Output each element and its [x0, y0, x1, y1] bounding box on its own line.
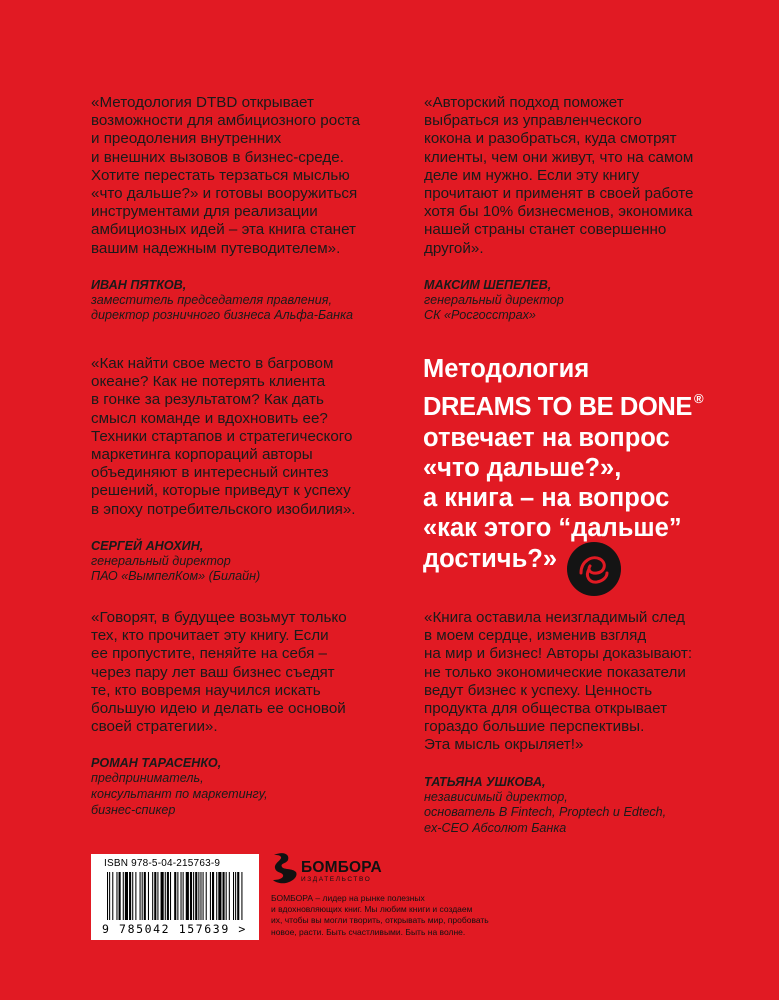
quote-author-role: предприниматель, консультант по маркетингу, бизнес-спикер — [91, 771, 268, 817]
headline-line: достичь?» — [423, 544, 558, 573]
barcode-bar — [148, 872, 149, 920]
barcode-bar — [183, 872, 184, 920]
barcode-bar — [125, 872, 128, 920]
headline-brand — [423, 384, 733, 422]
barcode-bar — [216, 872, 217, 920]
registered-mark: ® — [694, 391, 704, 407]
barcode-bar — [129, 872, 131, 920]
quote-author-role: генеральный директор ПАО «ВымпелКом» (Билайн) — [91, 553, 261, 584]
quote-author-role: независимый директор, основатель B Fintech, Proptech и Edtech, ex-CEO Абсолют Банка — [424, 789, 667, 835]
brand-name: DREAMS TO BE DONE — [423, 393, 693, 422]
barcode-bar — [241, 872, 242, 920]
headline-line: «что дальше?», — [423, 453, 622, 482]
barcode-bar — [195, 872, 197, 920]
quote-author: ИВАН ПЯТКОВ, — [91, 277, 187, 292]
publisher-subtitle: ИЗДАТЕЛЬСТВО — [301, 876, 372, 883]
barcode-bar — [237, 872, 239, 920]
quote-author-role: заместитель председателя правления, директор розничного бизнеса Альфа-Банка — [91, 292, 354, 323]
quote-text: «Говорят, в будущее возьмут только тех, кто прочитает эту книгу. Если ее пропустите, пеняйте на себя – через пару лет ваш бизнес съедят те, кто вовремя научился искать большую идею и делать ее основой своей стратегии». — [91, 609, 347, 736]
quote-maksim-shepelev — [424, 94, 724, 324]
quote-author: ТАТЬЯНА УШКОВА, — [424, 774, 546, 789]
barcode-bar — [181, 872, 182, 920]
barcode-bar — [229, 872, 230, 920]
quote-author: РОМАН ТАРАСЕНКО, — [91, 756, 222, 771]
barcode-digits: 9 785042 157639 > — [102, 922, 247, 936]
barcode-bar — [174, 872, 176, 920]
barcode-bar — [170, 872, 171, 920]
barcode-bar — [212, 872, 214, 920]
quote-roman-tarasenko — [91, 609, 381, 818]
barcode-bar — [140, 872, 141, 920]
quote-text: «Как найти свое место в багровом океане? Как не потерять клиента в гонке за результатом? Как дать смысл команде и вдохновить ее? Техники стартапов и стратегического маркетинга корпораций авторы объединяют в интересный синтез решений, которые приведут к успеху в эпоху потребительского изобилия». — [91, 355, 356, 518]
bombora-wave-icon — [270, 850, 300, 889]
barcode-bar — [223, 872, 225, 920]
barcode-bar — [116, 872, 117, 920]
barcode-bar — [177, 872, 178, 920]
headline-line: отвечает на вопрос — [423, 423, 670, 452]
publisher-description: БОМБОРА – лидер на рынке полезных и вдохновляющих книг. Мы любим книги и создаем их, чтобы вы могли творить, открывать мир, пробовать новое, расти. Быть счастливыми. Быть на волне. — [271, 893, 489, 937]
barcode-bar — [119, 872, 121, 920]
barcode-bar — [154, 872, 156, 920]
publisher-name: БОМБОРА — [301, 859, 382, 876]
headline-line: Методология — [423, 355, 590, 383]
barcode-bar — [206, 872, 207, 920]
barcode-bar — [200, 872, 201, 920]
barcode-bar — [198, 872, 199, 920]
barcode-bar — [112, 872, 113, 920]
quote-ivan-pyatkov — [91, 94, 381, 324]
barcode-bar — [226, 872, 227, 920]
barcode-bar — [190, 872, 192, 920]
quote-text: «Книга оставила неизгладимый след в моем сердце, изменив взгляд на мир и бизнес! Авторы доказывают: не только экономические показатели ведут бизнес к успеху. Ценность продукта для общества открывает гораздо большие перспективы. Эта мысль окрыляет!» — [424, 609, 693, 754]
quote-tatyana-ushkova — [424, 609, 724, 836]
quote-text: «Авторский подход поможет выбраться из управленческого кокона и разобраться, куда смотрят клиенты, чем они живут, что на самом деле им нужно. Если эту книгу прочитают и применят в своей работе хотя бы 10% бизнесменов, экономика нашей страны станет совершенно другой». — [424, 94, 694, 257]
barcode-bar — [235, 872, 236, 920]
barcode-bar — [218, 872, 221, 920]
isbn-text: ISBN 978-5-04-215763-9 — [104, 858, 221, 869]
barcode-bar — [157, 872, 158, 920]
quote-sergey-anokhin — [91, 355, 381, 585]
barcode-bar — [203, 872, 204, 920]
barcode-bar — [142, 872, 143, 920]
barcode-bar — [161, 872, 164, 920]
quote-author: МАКСИМ ШЕПЕЛЕВ, — [424, 277, 552, 292]
barcode-bar — [186, 872, 189, 920]
dtbd-logo-icon — [567, 542, 621, 596]
quote-author-role: генеральный директор СК «Росгосстрах» — [424, 292, 564, 323]
barcode-bar — [152, 872, 153, 920]
barcode-bar — [132, 872, 133, 920]
barcode-bar — [165, 872, 166, 920]
barcode-bar — [193, 872, 194, 920]
headline-line: «как этого “дальше” — [423, 514, 682, 543]
barcode-bar — [210, 872, 211, 920]
barcode-bar — [109, 872, 110, 920]
barcode-bar — [123, 872, 124, 920]
barcode-bars — [104, 872, 246, 922]
barcode — [91, 854, 259, 940]
barcode-bar — [135, 872, 136, 920]
barcode-bar — [144, 872, 146, 920]
quote-author: СЕРГЕЙ АНОХИН, — [91, 538, 204, 553]
barcode-bar — [233, 872, 234, 920]
barcode-bar — [107, 872, 108, 920]
quote-text: «Методология DTBD открывает возможности для амбициозного роста и преодоления внутренних и внешних вызовов в бизнес-среде. Хотите перестать терзаться мыслью «что дальше?» и готовы вооружиться инструментами для реализации амбициозных идей – эта книга станет вашим надежным путеводителем». — [91, 94, 361, 257]
headline-line: а книга – на вопрос — [423, 484, 670, 513]
barcode-bar — [167, 872, 169, 920]
